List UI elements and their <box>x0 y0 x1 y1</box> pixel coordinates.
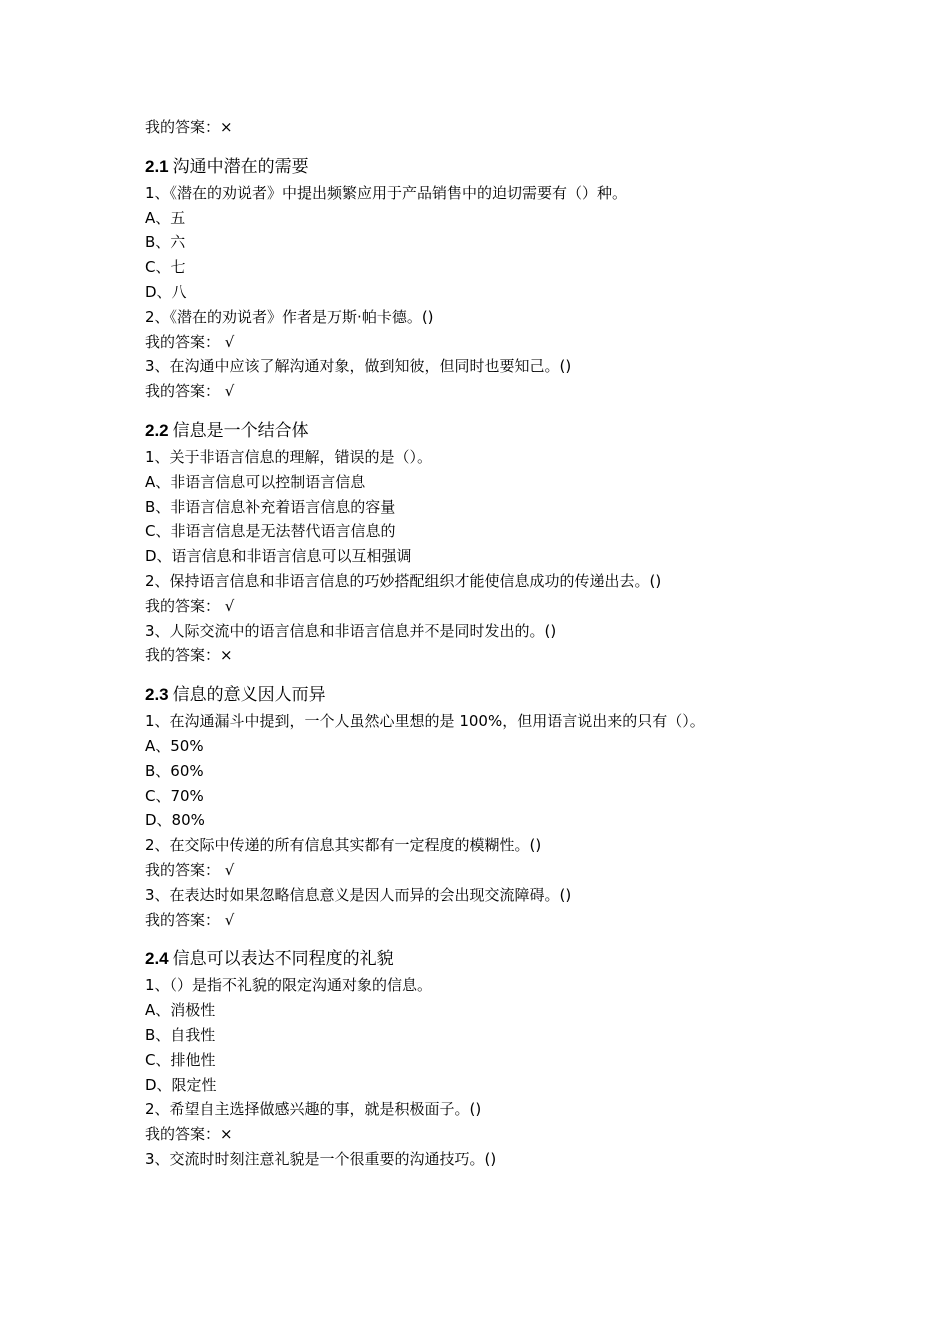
option-line: D、80% <box>145 811 205 830</box>
question-line: 1、关于非语言信息的理解，错误的是（）。 <box>145 447 433 466</box>
option-line: D、限定性 <box>145 1075 217 1094</box>
option-line: B、非语言信息补充着语言信息的容量 <box>145 497 396 516</box>
question-line: 3、人际交流中的语言信息和非语言信息并不是同时发出的。() <box>145 621 557 640</box>
option-line: C、70% <box>145 786 204 805</box>
option-line: C、七 <box>145 258 186 277</box>
question-line: 3、在表达时如果忽略信息意义是因人而异的会出现交流障碍。() <box>145 885 572 904</box>
answer-line: 我的答案：× <box>145 118 233 136</box>
answer-line: 我的答案： √ <box>145 596 235 615</box>
question-line: 2、保持语言信息和非语言信息的巧妙搭配组织才能使信息成功的传递出去。() <box>145 571 662 590</box>
question-line: 3、在沟通中应该了解沟通对象，做到知彼，但同时也要知己。() <box>145 357 572 376</box>
section-2-1 <box>145 153 925 404</box>
section-heading <box>145 153 925 181</box>
section-title: 信息是一个结合体 <box>172 420 309 441</box>
answer-line: 我的答案： √ <box>145 382 235 401</box>
answer-line: 我的答案： √ <box>145 332 235 351</box>
answer-line: 我的答案：× <box>145 646 233 665</box>
question-line: 2、希望自主选择做感兴趣的事，就是积极面子。() <box>145 1100 482 1119</box>
section-heading <box>145 681 925 709</box>
section-number: 2.2 <box>145 420 169 440</box>
option-line: B、六 <box>145 233 186 252</box>
question-line: 3、交流时时刻注意礼貌是一个很重要的沟通技巧。() <box>145 1149 497 1168</box>
document-page <box>145 115 925 1172</box>
section-title: 信息的意义因人而异 <box>172 685 326 706</box>
option-line: C、排他性 <box>145 1050 216 1069</box>
section-2-3 <box>145 681 925 932</box>
section-number: 2.4 <box>145 949 169 969</box>
option-line: A、五 <box>145 208 186 227</box>
question-line: 1、在沟通漏斗中提到，一个人虽然心里想的是 100%，但用语言说出来的只有（）。 <box>145 712 705 731</box>
option-line: B、60% <box>145 761 204 780</box>
section-heading <box>145 945 925 973</box>
section-title: 沟通中潜在的需要 <box>172 156 309 177</box>
question-line: 2、在交际中传递的所有信息其实都有一定程度的模糊性。() <box>145 836 542 855</box>
section-title: 信息可以表达不同程度的礼貌 <box>172 949 394 970</box>
option-line: C、非语言信息是无法替代语言信息的 <box>145 522 396 541</box>
answer-line: 我的答案： √ <box>145 910 235 929</box>
section-heading <box>145 417 925 445</box>
section-number: 2.3 <box>145 685 169 705</box>
option-line: A、非语言信息可以控制语言信息 <box>145 472 366 491</box>
question-line: 2、《潜在的劝说者》作者是万斯·帕卡德。() <box>145 307 434 326</box>
answer-line: 我的答案： √ <box>145 860 235 879</box>
option-line: B、自我性 <box>145 1025 216 1044</box>
question-line: 1、《潜在的劝说者》中提出频繁应用于产品销售中的迫切需要有（）种。 <box>145 183 628 202</box>
option-line: A、50% <box>145 736 204 755</box>
option-line: D、八 <box>145 282 187 301</box>
option-line: A、消极性 <box>145 1001 216 1020</box>
question-line: 1、（）是指不礼貌的限定沟通对象的信息。 <box>145 976 433 995</box>
option-line: D、语言信息和非语言信息可以互相强调 <box>145 547 412 566</box>
section-2-2 <box>145 417 925 668</box>
answer-line: 我的答案：× <box>145 1125 233 1144</box>
section-number: 2.1 <box>145 156 169 176</box>
section-2-4 <box>145 945 925 1171</box>
